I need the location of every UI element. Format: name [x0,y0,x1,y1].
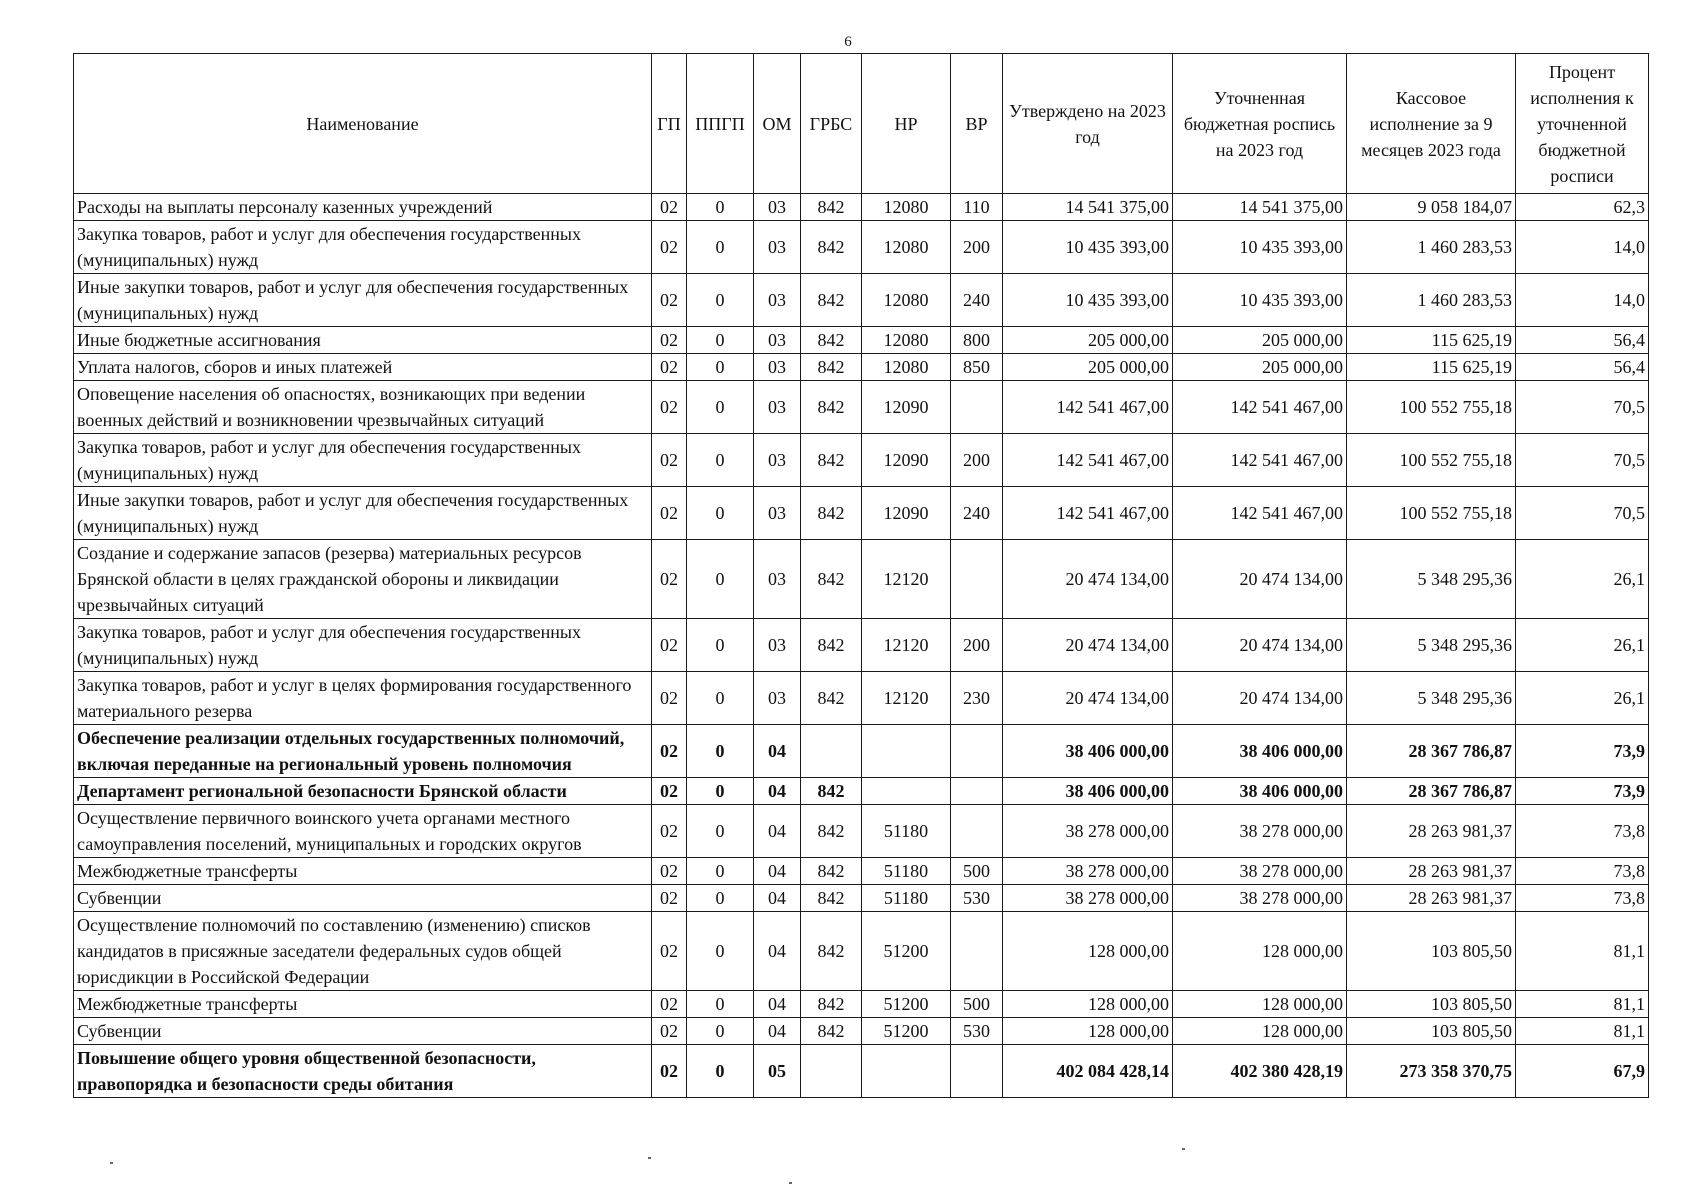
cell-ppgp: 0 [687,858,754,885]
cell-np: 51180 [862,805,951,858]
cell-gp: 02 [652,540,687,619]
cell-approved: 205 000,00 [1003,327,1173,354]
cell-name: Департамент региональной безопасности Брянской области [74,778,652,805]
cell-ppgp: 0 [687,327,754,354]
cell-refined: 14 541 375,00 [1173,194,1347,221]
cell-np: 12120 [862,672,951,725]
cell-grbs: 842 [801,540,862,619]
cell-refined: 20 474 134,00 [1173,619,1347,672]
cell-percent: 70,5 [1516,487,1649,540]
cell-om: 04 [754,991,801,1018]
scan-artifact [789,1182,792,1184]
cell-approved: 38 406 000,00 [1003,778,1173,805]
cell-approved: 128 000,00 [1003,1018,1173,1045]
cell-np [862,1045,951,1098]
table-row [74,327,1649,354]
table-row [74,381,1649,434]
cell-ppgp: 0 [687,1018,754,1045]
cell-percent: 70,5 [1516,381,1649,434]
cell-gp: 02 [652,1045,687,1098]
cell-gp: 02 [652,487,687,540]
cell-ppgp: 0 [687,540,754,619]
cell-om: 03 [754,540,801,619]
cell-name: Иные закупки товаров, работ и услуг для обеспечения государственных (муниципальных) нужд [74,487,652,540]
cell-percent: 67,9 [1516,1045,1649,1098]
cell-cash: 9 058 184,07 [1347,194,1516,221]
cell-np: 12120 [862,619,951,672]
cell-grbs: 842 [801,672,862,725]
cell-om: 04 [754,912,801,991]
cell-om: 03 [754,487,801,540]
cell-name: Осуществление первичного воинского учета органами местного самоуправления поселений, муниципальных и городских округов [74,805,652,858]
cell-approved: 128 000,00 [1003,912,1173,991]
cell-np [862,725,951,778]
cell-name: Иные бюджетные ассигнования [74,327,652,354]
cell-gp: 02 [652,912,687,991]
cell-grbs: 842 [801,991,862,1018]
cell-vr [951,381,1003,434]
cell-refined: 38 278 000,00 [1173,805,1347,858]
cell-np: 51200 [862,991,951,1018]
table-row [74,274,1649,327]
cell-name: Субвенции [74,1018,652,1045]
cell-grbs: 842 [801,885,862,912]
cell-grbs: 842 [801,274,862,327]
cell-np [862,778,951,805]
cell-name: Повышение общего уровня общественной безопасности, правопорядка и безопасности среды обитания [74,1045,652,1098]
cell-gp: 02 [652,381,687,434]
cell-vr: 850 [951,354,1003,381]
table-row [74,434,1649,487]
cell-cash: 28 263 981,37 [1347,858,1516,885]
cell-gp: 02 [652,885,687,912]
cell-refined: 38 278 000,00 [1173,885,1347,912]
table-row [74,725,1649,778]
cell-om: 03 [754,381,801,434]
cell-np: 12080 [862,274,951,327]
cell-om: 03 [754,619,801,672]
cell-vr: 230 [951,672,1003,725]
cell-gp: 02 [652,434,687,487]
table-row [74,1045,1649,1098]
cell-ppgp: 0 [687,885,754,912]
cell-approved: 38 278 000,00 [1003,885,1173,912]
cell-name: Закупка товаров, работ и услуг для обеспечения государственных (муниципальных) нужд [74,434,652,487]
cell-cash: 5 348 295,36 [1347,540,1516,619]
cell-cash: 273 358 370,75 [1347,1045,1516,1098]
cell-approved: 205 000,00 [1003,354,1173,381]
header-grbs: ГРБС [801,54,862,194]
cell-vr [951,778,1003,805]
cell-percent: 81,1 [1516,912,1649,991]
cell-vr: 500 [951,858,1003,885]
cell-grbs: 842 [801,805,862,858]
cell-vr: 800 [951,327,1003,354]
cell-approved: 38 278 000,00 [1003,805,1173,858]
header-gp: ГП [652,54,687,194]
cell-refined: 142 541 467,00 [1173,487,1347,540]
header-om: ОМ [754,54,801,194]
table-row [74,885,1649,912]
cell-name: Уплата налогов, сборов и иных платежей [74,354,652,381]
cell-percent: 70,5 [1516,434,1649,487]
cell-vr: 500 [951,991,1003,1018]
cell-gp: 02 [652,274,687,327]
cell-approved: 142 541 467,00 [1003,487,1173,540]
cell-percent: 26,1 [1516,619,1649,672]
cell-om: 03 [754,327,801,354]
cell-ppgp: 0 [687,434,754,487]
cell-np: 12080 [862,327,951,354]
cell-name: Закупка товаров, работ и услуг для обеспечения государственных (муниципальных) нужд [74,619,652,672]
cell-grbs: 842 [801,912,862,991]
cell-ppgp: 0 [687,274,754,327]
cell-ppgp: 0 [687,672,754,725]
cell-cash: 28 367 786,87 [1347,778,1516,805]
table-row [74,991,1649,1018]
cell-om: 03 [754,274,801,327]
cell-name: Иные закупки товаров, работ и услуг для обеспечения государственных (муниципальных) нужд [74,274,652,327]
cell-percent: 73,8 [1516,805,1649,858]
cell-grbs: 842 [801,1018,862,1045]
table-row [74,619,1649,672]
cell-np: 51200 [862,1018,951,1045]
cell-vr [951,805,1003,858]
cell-percent: 56,4 [1516,354,1649,381]
header-approved: Утверждено на 2023 год [1003,54,1173,194]
cell-ppgp: 0 [687,725,754,778]
cell-refined: 38 406 000,00 [1173,725,1347,778]
cell-approved: 142 541 467,00 [1003,434,1173,487]
cell-name: Межбюджетные трансферты [74,991,652,1018]
table-body [74,194,1649,1098]
cell-om: 03 [754,221,801,274]
cell-approved: 10 435 393,00 [1003,221,1173,274]
cell-name: Осуществление полномочий по составлению (изменению) списков кандидатов в присяжные заседатели федеральных судов общей юрисдикции в Российской Федерации [74,912,652,991]
cell-percent: 26,1 [1516,540,1649,619]
cell-np: 12080 [862,354,951,381]
cell-approved: 10 435 393,00 [1003,274,1173,327]
cell-om: 03 [754,194,801,221]
cell-cash: 100 552 755,18 [1347,434,1516,487]
cell-grbs: 842 [801,327,862,354]
cell-om: 04 [754,778,801,805]
cell-refined: 205 000,00 [1173,354,1347,381]
cell-approved: 38 278 000,00 [1003,858,1173,885]
scan-artifact [1182,1148,1185,1150]
cell-grbs: 842 [801,487,862,540]
cell-percent: 81,1 [1516,991,1649,1018]
table-row [74,354,1649,381]
cell-refined: 128 000,00 [1173,991,1347,1018]
cell-percent: 14,0 [1516,221,1649,274]
cell-gp: 02 [652,805,687,858]
cell-ppgp: 0 [687,778,754,805]
cell-om: 03 [754,434,801,487]
cell-vr [951,540,1003,619]
cell-ppgp: 0 [687,354,754,381]
cell-gp: 02 [652,991,687,1018]
cell-cash: 100 552 755,18 [1347,381,1516,434]
cell-name: Расходы на выплаты персоналу казенных учреждений [74,194,652,221]
cell-name: Оповещение населения об опасностях, возникающих при ведении военных действий и возникновении чрезвычайных ситуаций [74,381,652,434]
table-row [74,540,1649,619]
cell-gp: 02 [652,619,687,672]
cell-grbs: 842 [801,221,862,274]
cell-approved: 20 474 134,00 [1003,619,1173,672]
cell-refined: 38 406 000,00 [1173,778,1347,805]
cell-approved: 402 084 428,14 [1003,1045,1173,1098]
cell-grbs: 842 [801,354,862,381]
cell-percent: 73,9 [1516,778,1649,805]
cell-refined: 128 000,00 [1173,912,1347,991]
cell-np: 12080 [862,194,951,221]
cell-ppgp: 0 [687,912,754,991]
cell-gp: 02 [652,194,687,221]
cell-np: 51200 [862,912,951,991]
table-row [74,487,1649,540]
cell-name: Межбюджетные трансферты [74,858,652,885]
header-percent: Процент исполнения к уточненной бюджетной росписи [1516,54,1649,194]
cell-gp: 02 [652,858,687,885]
cell-grbs: 842 [801,778,862,805]
cell-name: Субвенции [74,885,652,912]
cell-ppgp: 0 [687,991,754,1018]
table-row [74,778,1649,805]
cell-vr [951,912,1003,991]
cell-refined: 142 541 467,00 [1173,381,1347,434]
cell-percent: 73,8 [1516,885,1649,912]
cell-cash: 115 625,19 [1347,327,1516,354]
cell-vr: 110 [951,194,1003,221]
cell-cash: 103 805,50 [1347,991,1516,1018]
cell-gp: 02 [652,327,687,354]
cell-gp: 02 [652,778,687,805]
cell-om: 04 [754,725,801,778]
cell-om: 04 [754,858,801,885]
cell-name: Обеспечение реализации отдельных государственных полномочий, включая переданные на региональный уровень полномочия [74,725,652,778]
cell-name: Закупка товаров, работ и услуг в целях формирования государственного материального резерва [74,672,652,725]
cell-gp: 02 [652,1018,687,1045]
table-row [74,221,1649,274]
cell-refined: 20 474 134,00 [1173,672,1347,725]
cell-percent: 73,8 [1516,858,1649,885]
table-row [74,805,1649,858]
cell-gp: 02 [652,672,687,725]
cell-grbs: 842 [801,381,862,434]
cell-refined: 142 541 467,00 [1173,434,1347,487]
cell-cash: 5 348 295,36 [1347,619,1516,672]
cell-refined: 20 474 134,00 [1173,540,1347,619]
page-number: 6 [844,34,852,50]
cell-np: 12090 [862,434,951,487]
header-cash: Кассовое исполнение за 9 месяцев 2023 года [1347,54,1516,194]
scan-artifact [648,1157,651,1159]
cell-vr: 200 [951,434,1003,487]
cell-grbs: 842 [801,434,862,487]
cell-grbs [801,725,862,778]
cell-vr: 530 [951,1018,1003,1045]
cell-np: 12080 [862,221,951,274]
cell-np: 12090 [862,381,951,434]
cell-ppgp: 0 [687,487,754,540]
cell-vr [951,725,1003,778]
cell-refined: 402 380 428,19 [1173,1045,1347,1098]
cell-np: 51180 [862,885,951,912]
cell-approved: 20 474 134,00 [1003,672,1173,725]
cell-vr: 530 [951,885,1003,912]
cell-ppgp: 0 [687,194,754,221]
budget-table [73,53,1649,1098]
cell-percent: 73,9 [1516,725,1649,778]
cell-cash: 1 460 283,53 [1347,221,1516,274]
cell-refined: 10 435 393,00 [1173,221,1347,274]
cell-om: 03 [754,672,801,725]
cell-percent: 62,3 [1516,194,1649,221]
cell-cash: 1 460 283,53 [1347,274,1516,327]
cell-om: 03 [754,354,801,381]
cell-cash: 28 263 981,37 [1347,885,1516,912]
cell-percent: 81,1 [1516,1018,1649,1045]
table-row [74,194,1649,221]
cell-vr: 200 [951,619,1003,672]
cell-vr: 240 [951,274,1003,327]
cell-cash: 28 263 981,37 [1347,805,1516,858]
header-vr: ВР [951,54,1003,194]
cell-np: 12090 [862,487,951,540]
table-row [74,672,1649,725]
cell-refined: 128 000,00 [1173,1018,1347,1045]
cell-ppgp: 0 [687,381,754,434]
cell-np: 12120 [862,540,951,619]
cell-cash: 100 552 755,18 [1347,487,1516,540]
header-ppgp: ППГП [687,54,754,194]
cell-grbs: 842 [801,619,862,672]
cell-approved: 128 000,00 [1003,991,1173,1018]
cell-om: 04 [754,805,801,858]
cell-refined: 38 278 000,00 [1173,858,1347,885]
cell-cash: 115 625,19 [1347,354,1516,381]
cell-ppgp: 0 [687,221,754,274]
cell-approved: 142 541 467,00 [1003,381,1173,434]
cell-percent: 26,1 [1516,672,1649,725]
header-np: НР [862,54,951,194]
cell-name: Закупка товаров, работ и услуг для обеспечения государственных (муниципальных) нужд [74,221,652,274]
cell-name: Создание и содержание запасов (резерва) материальных ресурсов Брянской области в целях гражданской обороны и ликвидации чрезвычайных ситуаций [74,540,652,619]
cell-gp: 02 [652,725,687,778]
cell-ppgp: 0 [687,1045,754,1098]
scan-artifact [110,1162,113,1164]
header-row [74,54,1649,194]
cell-vr [951,1045,1003,1098]
cell-cash: 103 805,50 [1347,1018,1516,1045]
cell-ppgp: 0 [687,619,754,672]
header-refined: Уточненная бюджетная роспись на 2023 год [1173,54,1347,194]
cell-grbs: 842 [801,194,862,221]
cell-om: 04 [754,1018,801,1045]
header-name: Наименование [74,54,652,194]
cell-vr: 200 [951,221,1003,274]
cell-grbs [801,1045,862,1098]
cell-grbs: 842 [801,858,862,885]
cell-refined: 205 000,00 [1173,327,1347,354]
table-row [74,912,1649,991]
cell-om: 04 [754,885,801,912]
cell-approved: 20 474 134,00 [1003,540,1173,619]
cell-ppgp: 0 [687,805,754,858]
cell-vr: 240 [951,487,1003,540]
cell-approved: 14 541 375,00 [1003,194,1173,221]
cell-approved: 38 406 000,00 [1003,725,1173,778]
cell-percent: 14,0 [1516,274,1649,327]
cell-gp: 02 [652,221,687,274]
cell-cash: 5 348 295,36 [1347,672,1516,725]
table-row [74,1018,1649,1045]
cell-cash: 28 367 786,87 [1347,725,1516,778]
cell-refined: 10 435 393,00 [1173,274,1347,327]
table-row [74,858,1649,885]
cell-percent: 56,4 [1516,327,1649,354]
cell-om: 05 [754,1045,801,1098]
cell-np: 51180 [862,858,951,885]
cell-gp: 02 [652,354,687,381]
cell-cash: 103 805,50 [1347,912,1516,991]
